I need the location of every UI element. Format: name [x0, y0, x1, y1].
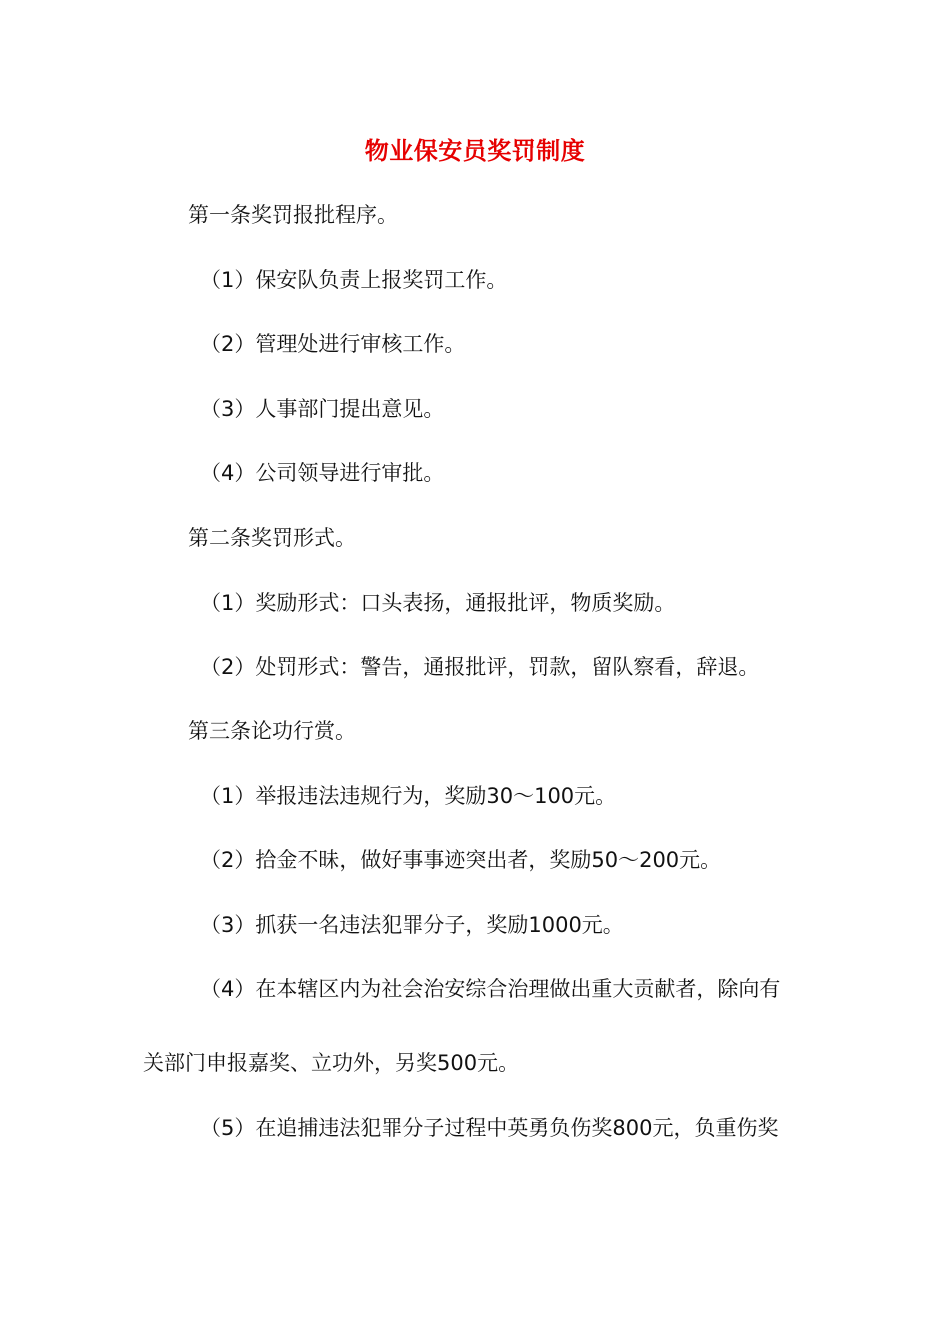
article-1-item-2: （2）管理处进行审核工作。	[200, 332, 466, 356]
document-title: 物业保安员奖罚制度	[364, 137, 586, 165]
article-1-item-4: （4）公司领导进行审批。	[200, 461, 445, 485]
article-2-item-2: （2）处罚形式：警告，通报批评，罚款，留队察看，辞退。	[200, 655, 760, 679]
article-1-item-1: （1）保安队负责上报奖罚工作。	[200, 268, 508, 292]
article-3-item-3: （3）抓获一名违法犯罪分子，奖励1000元。	[200, 913, 624, 937]
article-2-heading: 第二条奖罚形式。	[188, 526, 356, 550]
article-1-heading: 第一条奖罚报批程序。	[188, 203, 398, 227]
article-3-item-2: （2）拾金不昧，做好事事迹突出者，奖励50～200元。	[200, 848, 722, 872]
article-3-item-5: （5）在追捕违法犯罪分子过程中英勇负伤奖800元，负重伤奖	[200, 1116, 779, 1140]
article-1-item-3: （3）人事部门提出意见。	[200, 397, 445, 421]
article-3-heading: 第三条论功行赏。	[188, 719, 356, 743]
article-3-item-4-continued: 关部门申报嘉奖、立功外，另奖500元。	[143, 1051, 520, 1075]
article-2-item-1: （1）奖励形式：口头表扬，通报批评，物质奖励。	[200, 591, 676, 615]
article-3-item-4: （4）在本辖区内为社会治安综合治理做出重大贡献者，除向有	[200, 977, 781, 1001]
article-3-item-1: （1）举报违法违规行为，奖励30～100元。	[200, 784, 617, 808]
